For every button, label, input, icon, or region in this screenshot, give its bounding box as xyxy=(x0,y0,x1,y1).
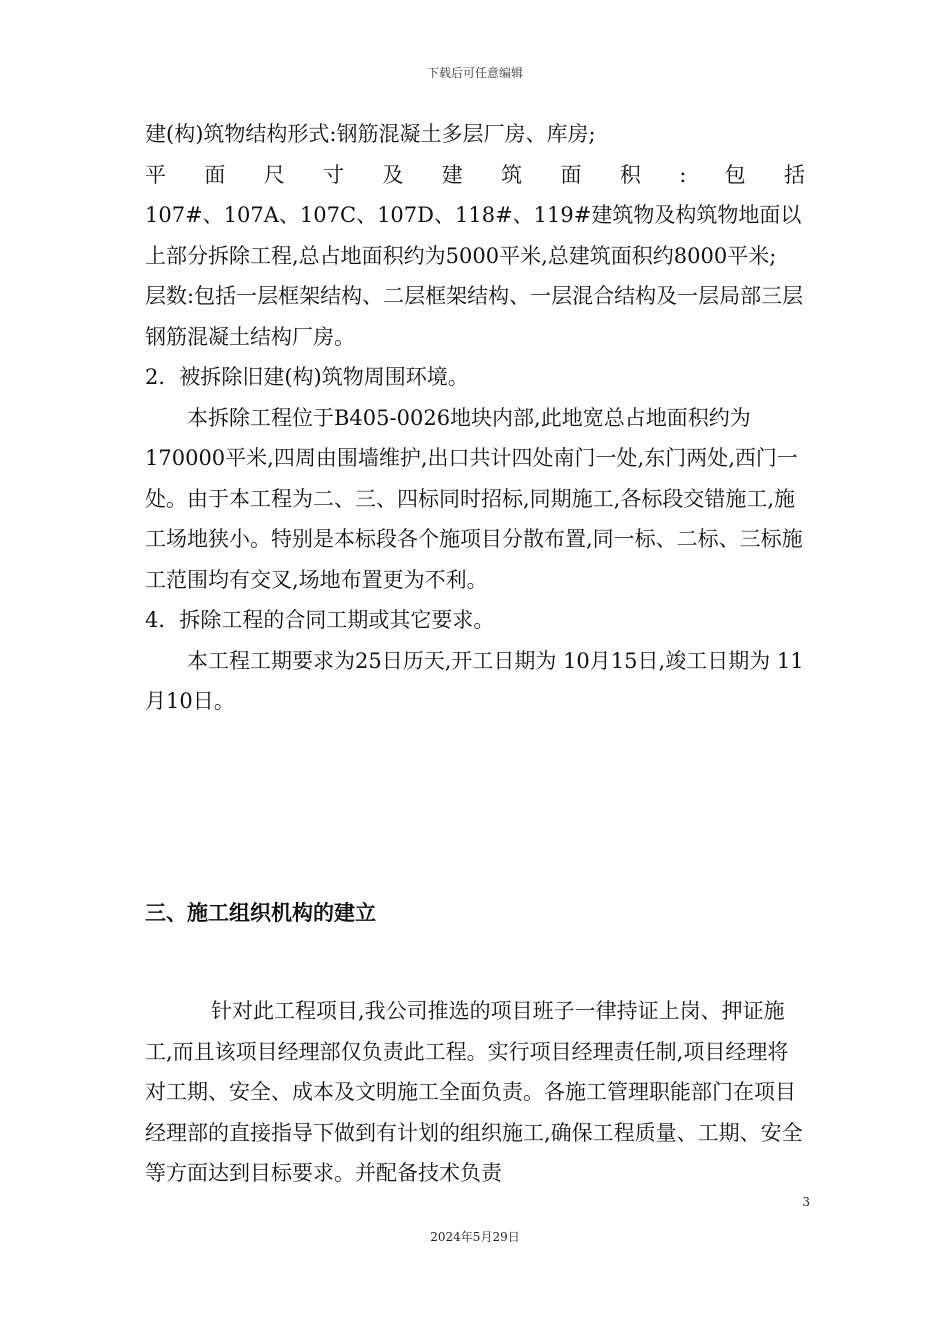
environment-heading: 2．被拆除旧建(构)筑物周围环境。 xyxy=(145,365,469,389)
structure-form-paragraph: 建(构)筑物结构形式:钢筋混凝土多层厂房、库房; xyxy=(145,122,596,146)
section-title: 三、施工组织机构的建立 xyxy=(145,901,376,925)
organization-paragraph: 针对此工程项目,我公司推选的项目班子一律持证上岗、押证施工,而且该项目经理部仅负责此工程。实行项目经理责任制,项目经理将对工期、安全、成本及文明施工全面负责。各施工管理职能部门在项目经理部的直接指导下做到有计划的组织施工,确保工程质量、工期、安全等方面达到目标要求。并配备技术负责 xyxy=(145,999,803,1185)
environment-paragraph: 本拆除工程位于B405-0026地块内部,此地宽总占地面积约为170000平米,四周由围墙维护,出口共计四处南门一处,东门两处,西门一处。由于本工程为二、三、四标同时招标,同期施工,各标段交错施工,施工场地狭小。特别是本标段各个施项目分散布置,同一标、二标、三标施工范围均有交叉,场地布置更为不利。 xyxy=(145,405,803,592)
floors-paragraph: 层数:包括一层框架结构、二层框架结构、一层混合结构及一层局部三层钢筋混凝土结构厂房。 xyxy=(145,284,804,349)
schedule-heading: 4．拆除工程的合同工期或其它要求。 xyxy=(145,608,495,632)
page-footer-date: 2024年5月29日 xyxy=(430,1230,520,1244)
page-number: 3 xyxy=(802,1195,810,1209)
page-header: 下载后可任意编辑 xyxy=(426,66,523,80)
section-text-block xyxy=(145,991,805,1194)
schedule-paragraph: 本工程工期要求为25日历天,开工日期为 10月15日,竣工日期为 11月10日。 xyxy=(145,648,804,713)
body-text-block xyxy=(145,114,805,722)
plan-size-heading-line: 平面尺寸及建筑面积:包括 xyxy=(145,162,805,187)
plan-size-paragraph: 107#、107A、107C、107D、118#、119#建筑物及构筑物地面以上部分拆除工程,总占地面积约为5000平米,总建筑面积约8000平米; xyxy=(145,203,802,268)
